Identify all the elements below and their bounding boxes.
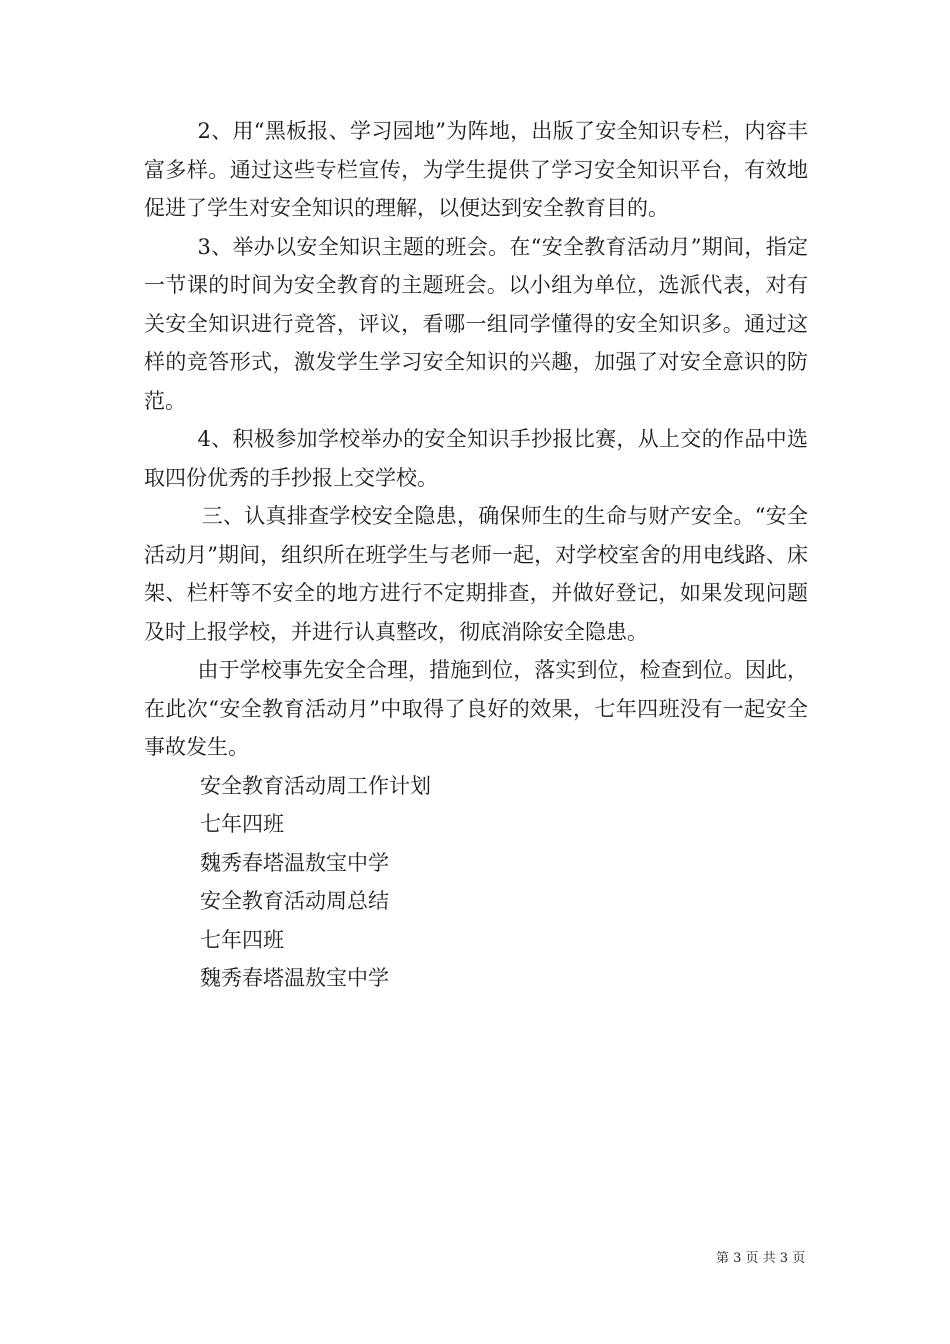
paragraph-section-three: 三、认真排查学校安全隐患，确保师生的生命与财产安全。“安全活动月”期间，组织所在班学生与老师一起，对学校室舍的用电线路、床架、栏杆等不安全的地方进行不定期排查，并做好登记，如果发现问题及时上报学校，并进行认真整改，彻底消除安全隐患。 <box>144 504 808 644</box>
paragraph-item-2: 2、用“黑板报、学习园地”为阵地，出版了安全知识专栏，内容丰富多样。通过这些专栏宣传，为学生提供了学习安全知识平台，有效地促进了学生对安全知识的理解，以便达到安全教育目的。 <box>144 119 808 220</box>
paragraph-item-3: 3、举办以安全知识主题的班会。在“安全教育活动月”期间，指定一节课的时间为安全教育的主题班会。以小组为单位，选派代表，对有关安全知识进行竞答，评议，看哪一组同学懂得的安全知识多。通过这样的竞答形式，激发学生学习安全知识的兴趣，加强了对安全意识的防范。 <box>144 234 808 413</box>
plan-title-line: 安全教育活动周工作计划 <box>200 773 431 798</box>
class-name-line: 七年四班 <box>200 927 284 952</box>
summary-title-line: 安全教育活动周总结 <box>200 889 389 913</box>
paragraph-item-4: 4、积极参加学校举办的安全知识手抄报比赛，从上交的作品中选取四份优秀的手抄报上交学校。 <box>144 427 808 490</box>
class-name-line: 七年四班 <box>200 812 284 836</box>
document-body <box>144 112 808 998</box>
page-number-footer: 第 3 页 共 3 页 <box>716 1251 806 1266</box>
author-school-line: 魏秀春塔温敖宝中学 <box>200 850 389 875</box>
author-school-line: 魏秀春塔温敖宝中学 <box>200 966 389 990</box>
signature-lines <box>144 767 808 998</box>
paragraph-conclusion: 由于学校事先安全合理，措施到位，落实到位，检查到位。因此，在此次“安全教育活动月”中取得了良好的效果，七年四班没有一起安全事故发生。 <box>144 658 808 759</box>
